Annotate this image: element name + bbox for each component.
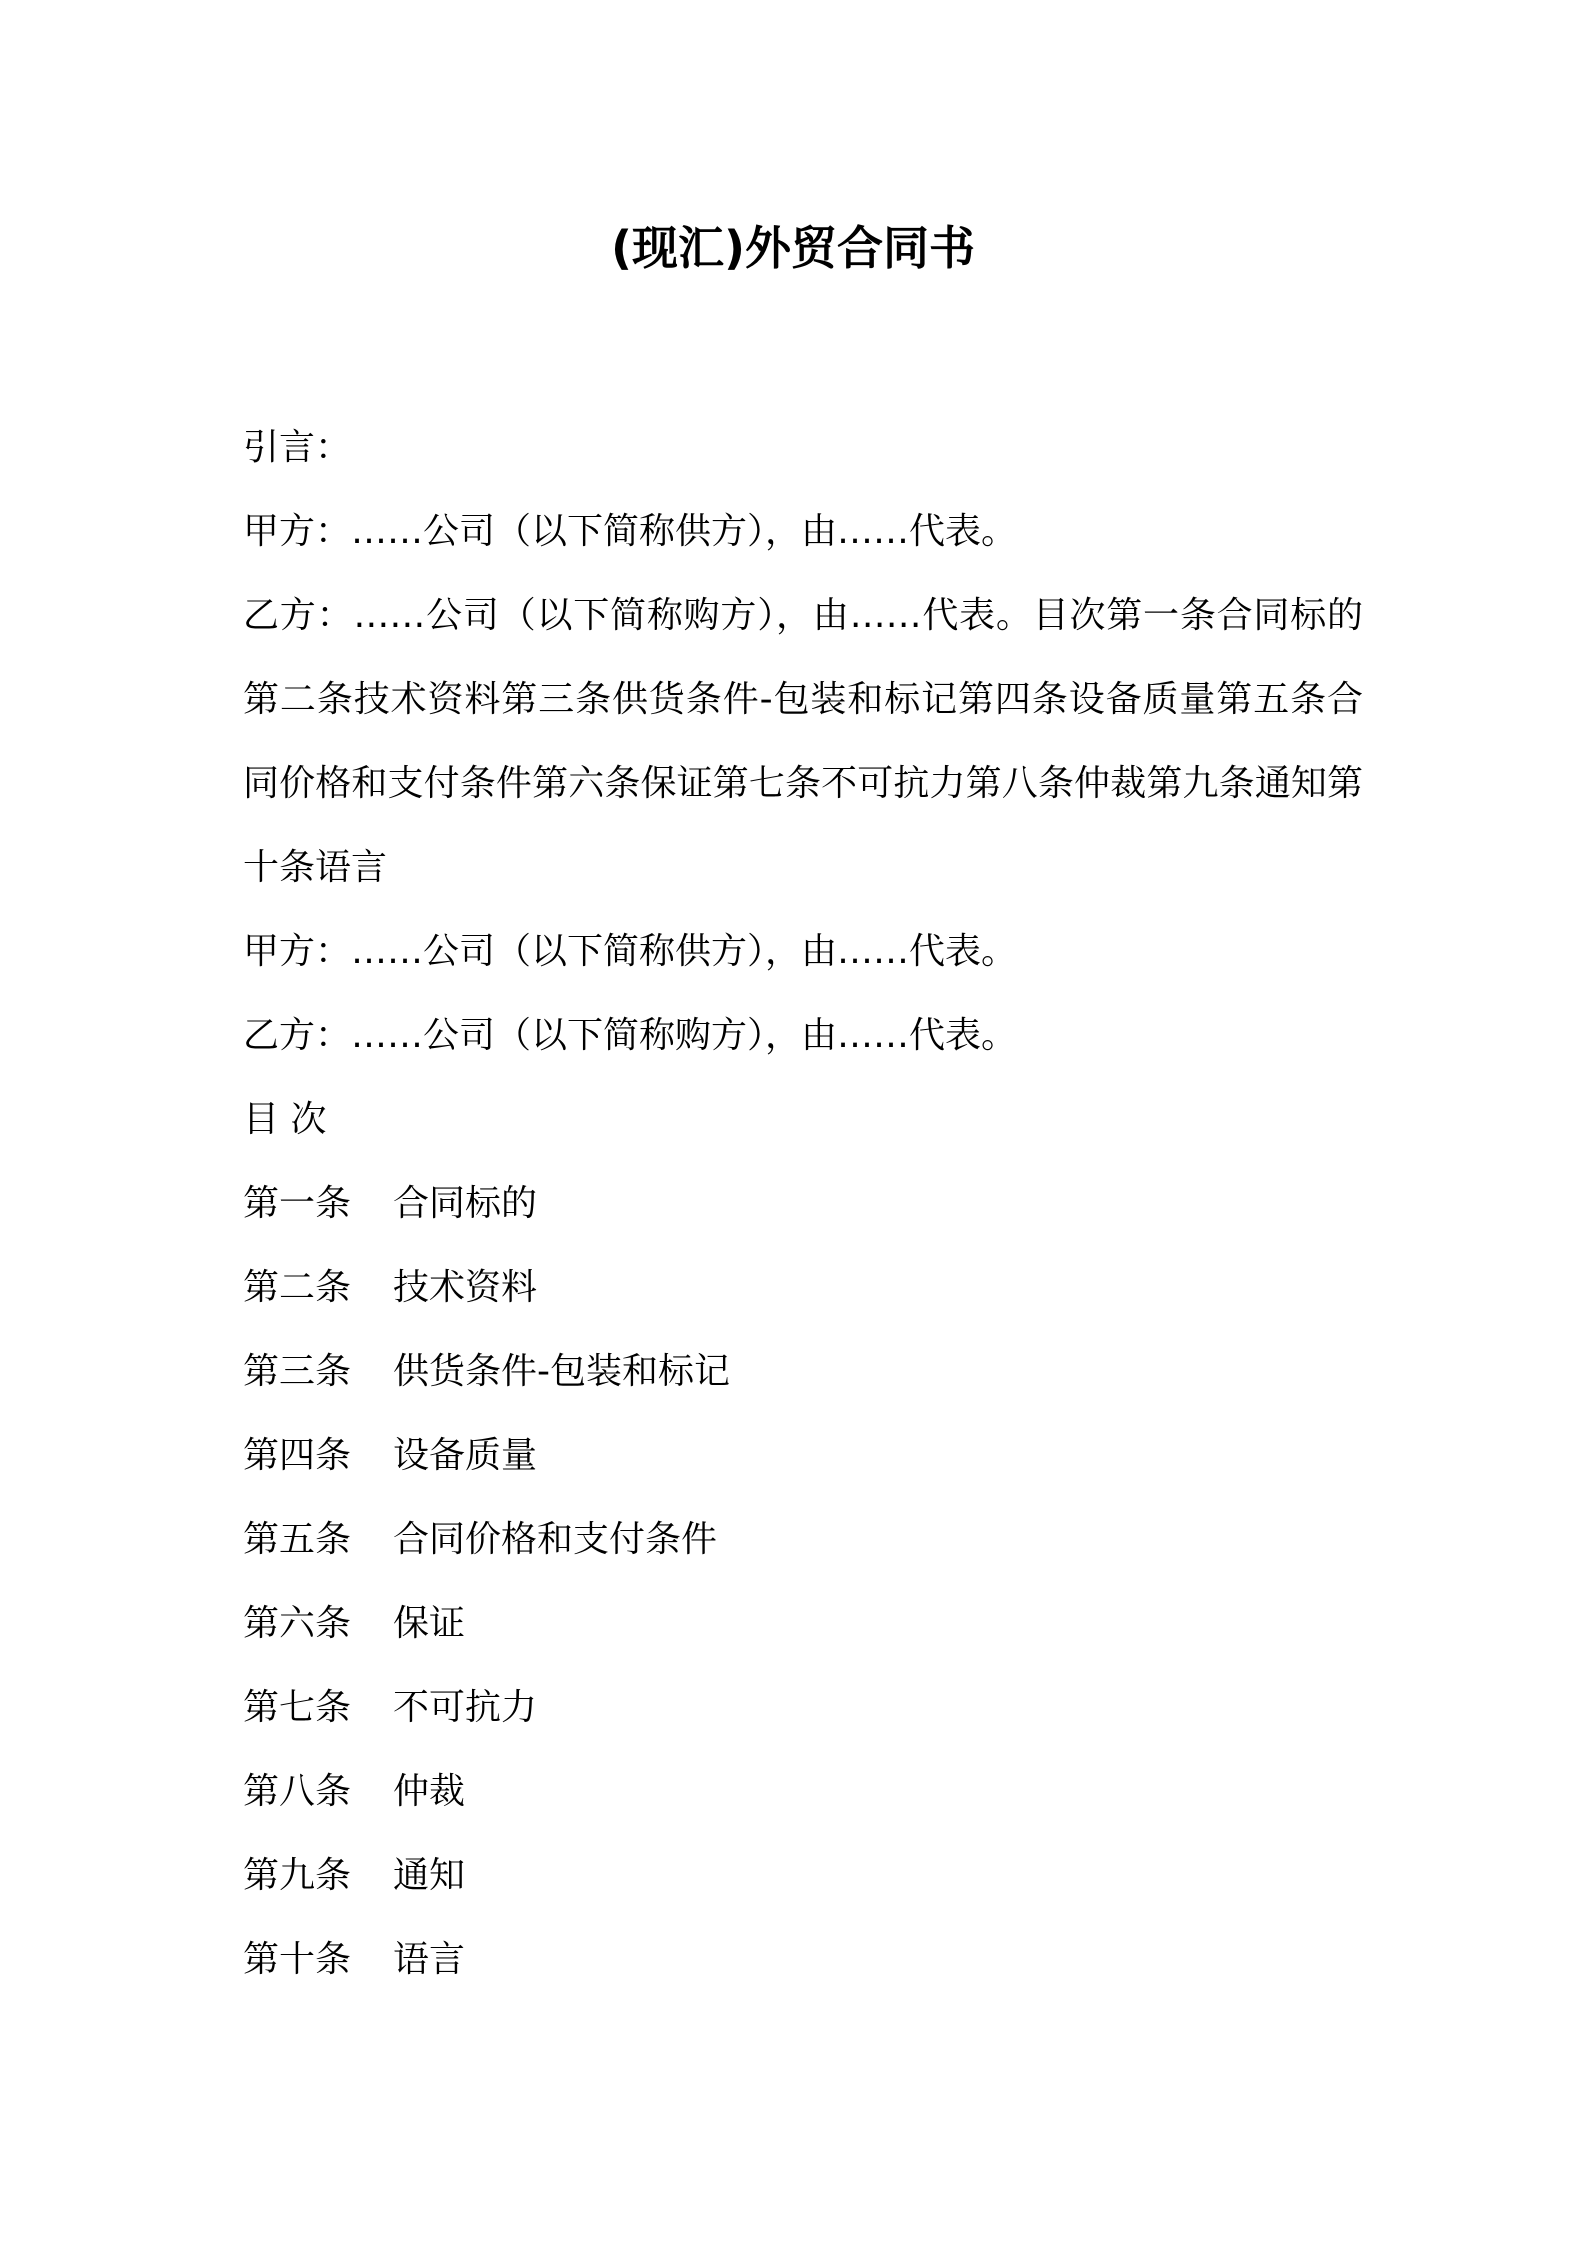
table-of-contents bbox=[243, 1162, 1363, 2002]
toc-item-number: 第五条 bbox=[243, 1519, 352, 1560]
toc-item-number: 第八条 bbox=[243, 1771, 352, 1812]
toc-item-number: 第六条 bbox=[243, 1603, 352, 1644]
toc-item-number: 第三条 bbox=[243, 1351, 352, 1392]
toc-item-title: 合同标的 bbox=[393, 1183, 538, 1224]
toc-item bbox=[243, 1330, 1363, 1414]
toc-item-number: 第四条 bbox=[243, 1435, 352, 1476]
toc-item-title: 技术资料 bbox=[393, 1267, 538, 1308]
toc-item-number: 第二条 bbox=[243, 1267, 352, 1308]
toc-item bbox=[243, 1750, 1363, 1834]
toc-item bbox=[243, 1666, 1363, 1750]
contents-heading: 目 次 bbox=[243, 1099, 327, 1140]
toc-item bbox=[243, 1834, 1363, 1918]
toc-item-title: 合同价格和支付条件 bbox=[393, 1519, 718, 1560]
toc-item-number: 第七条 bbox=[243, 1687, 352, 1728]
toc-item bbox=[243, 1582, 1363, 1666]
toc-item-title: 仲裁 bbox=[393, 1771, 466, 1812]
toc-item bbox=[243, 1918, 1363, 2002]
toc-item-title: 不可抗力 bbox=[393, 1687, 538, 1728]
document-body bbox=[243, 406, 1363, 2002]
toc-item bbox=[243, 1414, 1363, 1498]
toc-item bbox=[243, 1246, 1363, 1330]
toc-item-title: 保证 bbox=[393, 1603, 466, 1644]
toc-item-title: 供货条件-包装和标记 bbox=[393, 1351, 730, 1392]
intro-label: 引言： bbox=[243, 427, 352, 468]
party-b-paragraph: 乙方：……公司（以下简称购方），由……代表。目次第一条合同标的第二条技术资料第三条供货条件-包装和标记第四条设备质量第五条合同价格和支付条件第六条保证第七条不可抗力第八条仲裁第九条通知第十条语言 bbox=[243, 595, 1363, 888]
toc-item-number: 第九条 bbox=[243, 1855, 352, 1896]
toc-item-title: 语言 bbox=[393, 1939, 466, 1980]
document-title: (现汇)外贸合同书 bbox=[610, 221, 976, 275]
party-a-line-repeat: 甲方：……公司（以下简称供方），由……代表。 bbox=[243, 931, 1018, 972]
toc-item-title: 设备质量 bbox=[393, 1435, 538, 1476]
toc-item-number: 第一条 bbox=[243, 1183, 352, 1224]
toc-item bbox=[243, 1498, 1363, 1582]
toc-item-title: 通知 bbox=[393, 1855, 466, 1896]
party-b-line-repeat: 乙方：……公司（以下简称购方），由……代表。 bbox=[243, 1015, 1018, 1056]
toc-item bbox=[243, 1162, 1363, 1246]
toc-item-number: 第十条 bbox=[243, 1939, 352, 1980]
party-a-line: 甲方：……公司（以下简称供方），由……代表。 bbox=[243, 511, 1018, 552]
